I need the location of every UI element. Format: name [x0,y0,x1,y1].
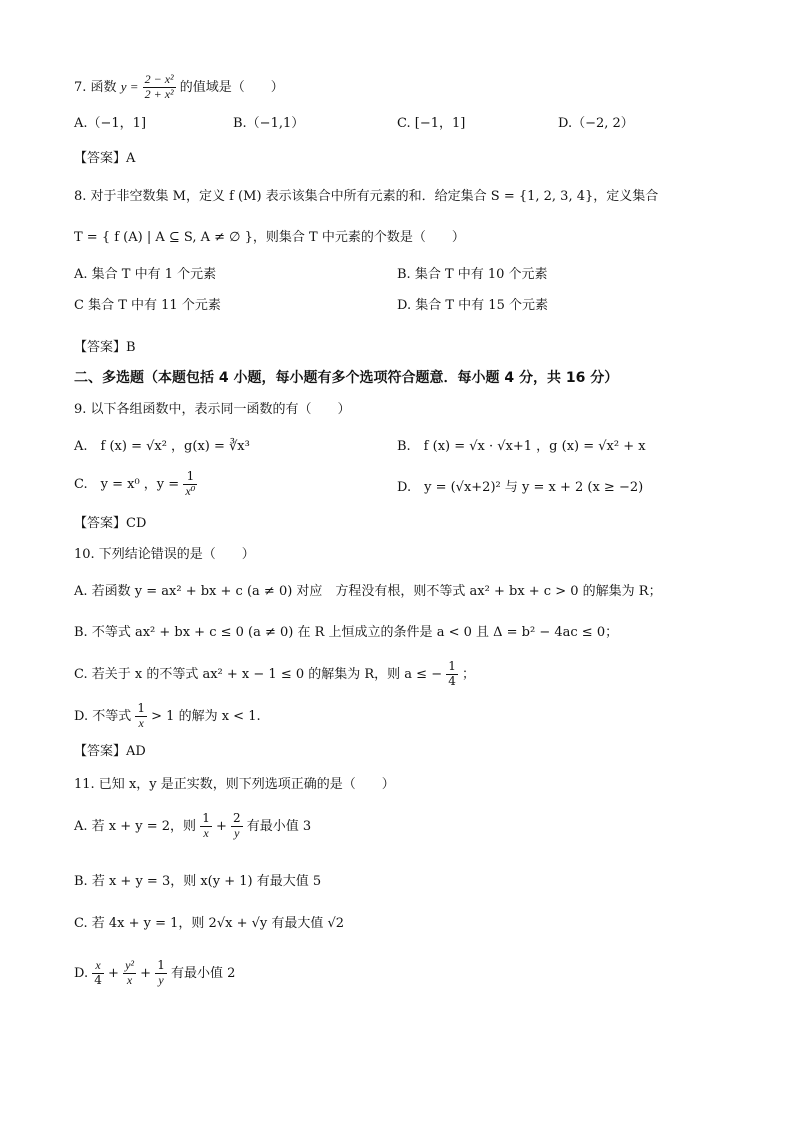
q10-option-d-num: 1 [137,701,146,715]
q7-option-d: D.（−2, 2） [558,116,634,131]
q10-answer: 【答案】AD [74,744,146,759]
q8-option-c: C 集合 T 中有 11 个元素 [74,298,221,313]
q11-option-b: B. 若 x + y = 3，则 x(y + 1) 有最大值 5 [74,874,322,889]
q10-option-c-post: ； [462,666,476,682]
q11-option-a-fraction-1 [200,812,212,841]
q11-option-d-f2-den: x [126,972,133,987]
q11-option-d-fraction-2 [123,959,136,988]
q11-option-d-plus-1: + [108,965,119,981]
q7-frac-den: 2 + x² [144,86,174,101]
q11-option-d-fraction-3 [155,959,167,988]
q7-formula: y = [120,78,139,94]
q10-option-c-pre: C. 若关于 x 的不等式 ax² + x − 1 ≤ 0 的解集为 R，则 a ≤ − [74,666,443,682]
q10-option-d-den: x [138,715,144,730]
q9-answer: 【答案】CD [74,516,147,531]
section-heading-multiple-choice: 二、多选题（本题包括 4 小题，每小题有多个选项符合题意．每小题 4 分，共 16 分） [74,370,619,386]
q11-option-d-post: 有最小值 2 [170,965,236,981]
q9-stem: 9. 以下各组函数中，表示同一函数的有（ ） [74,402,351,417]
q9-option-c [74,470,197,499]
q7-option-a: A.（−1，1] [74,116,147,131]
q9-option-c-fraction [183,470,197,499]
q11-option-d-f1-num: x [92,959,104,974]
q11-option-d-fraction-1 [92,959,104,988]
q8-line1: 8. 对于非空数集 M，定义 f (M) 表示该集合中所有元素的和．给定集合 S = {1, 2, 3, 4}，定义集合 [74,189,659,204]
q7-answer: 【答案】A [74,151,136,166]
q8-line2: T = { f (A) | A ⊆ S, A ≠ ∅ }，则集合 T 中元素的个数是（ ） [74,230,465,245]
q7-option-c: C. [−1，1] [397,116,466,131]
q11-option-a-f1-den: x [203,825,209,840]
q11-option-a-plus: + [215,818,227,834]
q9-option-b: B. f (x) = √x · √x+1 ，g (x) = √x² + x [397,439,646,454]
q9-option-d: D. y = (√x+2)² 与 y = x + 2 (x ≥ −2) [397,480,644,495]
q9-option-c-num: 1 [183,470,197,485]
q8-option-a: A. 集合 T 中有 1 个元素 [74,267,217,282]
q9-option-c-pre: C. y = x⁰ ，y = [74,476,180,492]
q11-option-d [74,959,235,988]
q8-answer: 【答案】B [74,340,136,355]
q11-option-d-plus-2: + [140,965,152,981]
q11-option-c: C. 若 4x + y = 1，则 2√x + √y 有最大值 √2 [74,916,345,931]
q9-option-c-den: x⁰ [185,483,196,498]
q8-option-d: D. 集合 T 中有 15 个元素 [397,298,548,313]
q9-option-a: A. f (x) = √x² ，g(x) = ∛x³ [74,439,250,454]
q10-option-c-num: 1 [448,659,456,673]
q10-option-c-fraction [446,660,458,689]
q11-option-a-pre: A. 若 x + y = 2，则 [74,818,197,834]
q7-fraction [143,73,176,102]
q10-stem: 10. 下列结论错误的是（ ） [74,547,255,562]
q8-option-b: B. 集合 T 中有 10 个元素 [397,267,548,282]
q10-option-a: A. 若函数 y = ax² + bx + c (a ≠ 0) 对应 方程没有根，则不等式 ax² + bx + c > 0 的解集为 R； [74,584,662,599]
q11-option-d-f2-num: y² [125,958,134,972]
q11-option-a [74,812,311,841]
q7-option-b: B.（−1,1） [233,116,305,131]
q10-option-b: B. 不等式 ax² + bx + c ≤ 0 (a ≠ 0) 在 R 上恒成立的条件是 a < 0 且 Δ = b² − 4ac ≤ 0； [74,625,619,640]
q10-option-d-post: > 1 的解为 x < 1. [151,708,261,724]
q10-option-c [74,660,475,689]
q11-option-a-f2-num: 2 [233,811,241,825]
q10-option-d [74,702,261,731]
q11-stem: 11. 已知 x，y 是正实数，则下列选项正确的是（ ） [74,777,395,792]
q11-option-d-pre: D. [74,965,89,981]
q11-option-a-fraction-2 [231,812,243,841]
q11-option-a-f1-num: 1 [202,811,210,825]
q11-option-a-f2-den: y [234,825,240,840]
q11-option-d-f1-den: 4 [94,972,102,987]
q10-option-d-fraction [135,702,147,731]
q10-option-c-den: 4 [448,673,456,688]
q7-stem-post: 的值域是（ ） [179,79,284,95]
q11-option-d-f3-den: y [158,972,164,987]
q10-option-d-pre: D. 不等式 [74,708,132,724]
q11-option-a-post: 有最小值 3 [246,818,312,834]
q11-option-d-f3-num: 1 [157,958,165,972]
q7-stem-pre: 7. 函数 [74,79,117,95]
q7-stem [74,73,284,102]
q7-frac-num: 2 − x² [144,72,174,86]
